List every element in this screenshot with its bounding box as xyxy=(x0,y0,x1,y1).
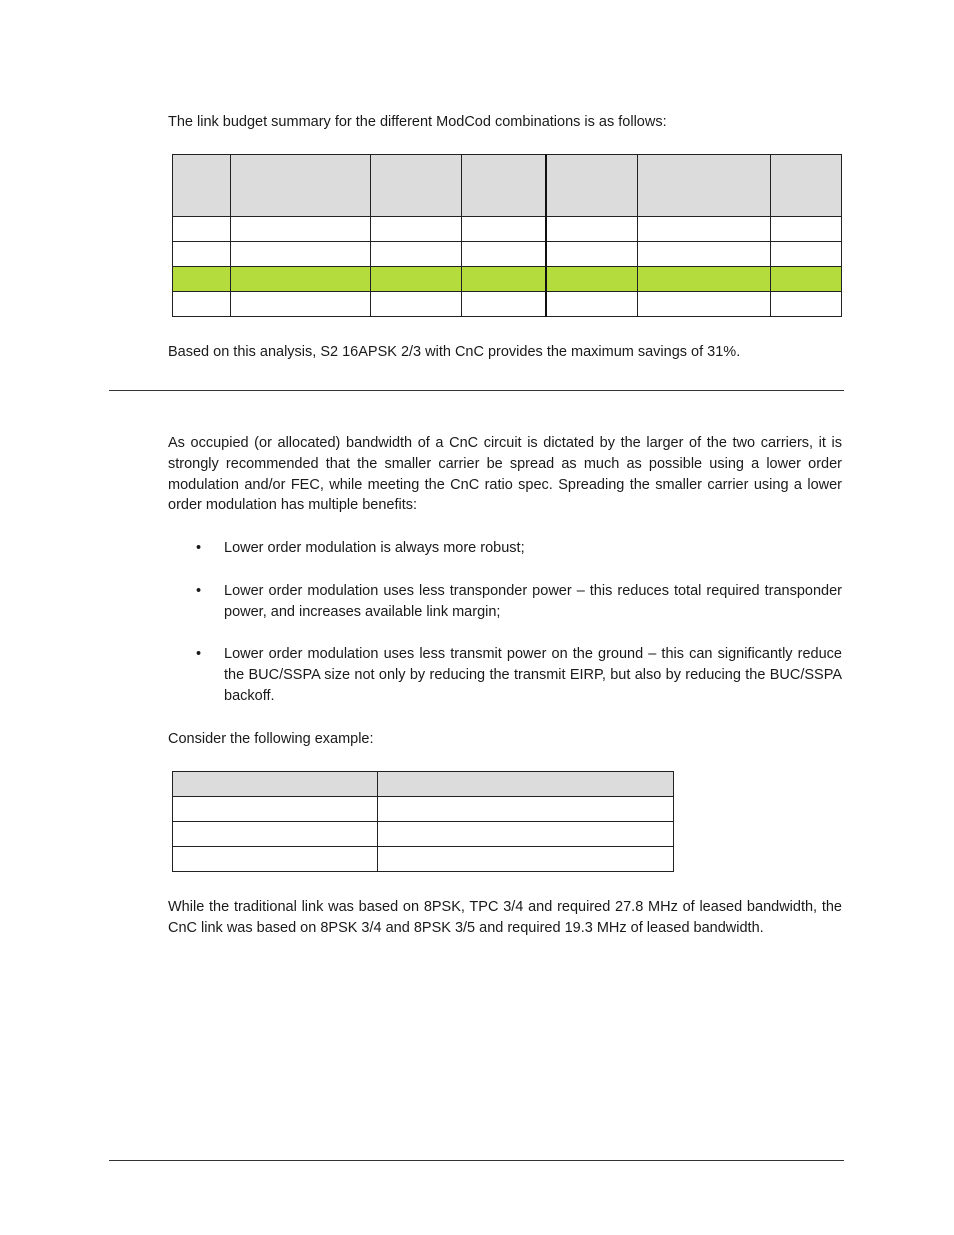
table-row xyxy=(173,242,842,267)
header-cell xyxy=(173,772,378,797)
header-cell xyxy=(462,155,546,217)
bullet-icon: • xyxy=(196,582,202,599)
table-cell xyxy=(546,292,637,317)
table-cell xyxy=(770,242,841,267)
header-cell xyxy=(770,155,841,217)
example-table xyxy=(172,771,674,872)
table-cell xyxy=(173,292,231,317)
table-cell xyxy=(173,822,378,847)
intro-paragraph: The link budget summary for the different ModCod combinations is as follows: xyxy=(168,114,667,130)
table-row xyxy=(173,217,842,242)
table-cell xyxy=(462,242,546,267)
analysis-conclusion: Based on this analysis, S2 16APSK 2/3 with CnC provides the maximum savings of 31%. xyxy=(168,344,741,360)
table-cell xyxy=(173,847,378,872)
table-cell xyxy=(173,267,231,292)
header-cell xyxy=(231,155,371,217)
modcod-summary-table xyxy=(172,154,842,317)
table-cell xyxy=(637,242,770,267)
table-cell xyxy=(637,267,770,292)
list-item xyxy=(168,538,842,559)
list-item xyxy=(168,581,842,623)
closing-paragraph: While the traditional link was based on 8PSK, TPC 3/4 and required 27.8 MHz of leased bandwidth, the CnC link was based on 8PSK 3/4 and 8PSK 3/5 and required 19.3 MHz of leased bandwidth. xyxy=(168,899,842,936)
table-row xyxy=(173,847,674,872)
table-cell xyxy=(371,217,462,242)
section-divider xyxy=(109,390,844,391)
table-cell xyxy=(378,797,674,822)
header-cell xyxy=(173,155,231,217)
table-cell xyxy=(371,242,462,267)
bullet-icon: • xyxy=(196,540,202,556)
table-cell xyxy=(770,217,841,242)
list-item-text: Lower order modulation uses less transmit power on the ground – this can significantly reduce the BUC/SSPA size not only by reducing the transmit EIRP, but also by reducing the BUC/SSPA backoff. xyxy=(224,646,842,704)
section-paragraph: As occupied (or allocated) bandwidth of a CnC circuit is dictated by the larger of the two carriers, it is strongly recommended that the smaller carrier be spread as much as possible using a lower order modulation and/or FEC, while meeting the CnC ratio spec. Spreading the smaller carrier using a lower order modulation has multiple benefits: xyxy=(168,435,842,514)
table-cell xyxy=(546,267,637,292)
table-cell xyxy=(770,267,841,292)
table-header-row xyxy=(173,772,674,797)
table-cell xyxy=(371,267,462,292)
table-cell xyxy=(231,292,371,317)
table-cell xyxy=(371,292,462,317)
list-item xyxy=(168,644,842,706)
table-cell xyxy=(231,267,371,292)
header-cell xyxy=(546,155,637,217)
table-cell xyxy=(770,292,841,317)
table-cell xyxy=(173,217,231,242)
table-cell xyxy=(173,797,378,822)
table-row xyxy=(173,797,674,822)
example-intro: Consider the following example: xyxy=(168,731,374,747)
list-item-text: Lower order modulation is always more robust; xyxy=(224,540,525,556)
footer-divider xyxy=(109,1160,844,1161)
table-cell xyxy=(462,292,546,317)
table-cell xyxy=(231,217,371,242)
header-cell xyxy=(637,155,770,217)
header-cell xyxy=(378,772,674,797)
table-cell xyxy=(637,292,770,317)
benefits-list xyxy=(168,538,842,729)
table-cell xyxy=(173,242,231,267)
table-cell xyxy=(378,822,674,847)
table-cell xyxy=(462,217,546,242)
list-item-text: Lower order modulation uses less transponder power – this reduces total required transponder power, and increases available link margin; xyxy=(224,582,842,620)
table-row xyxy=(173,292,842,317)
table-cell xyxy=(546,242,637,267)
table-header-row xyxy=(173,155,842,217)
bullet-icon: • xyxy=(196,646,202,663)
table-cell xyxy=(231,242,371,267)
table-row xyxy=(173,822,674,847)
table-cell xyxy=(546,217,637,242)
table-cell xyxy=(462,267,546,292)
table-cell xyxy=(637,217,770,242)
table-cell xyxy=(378,847,674,872)
header-cell xyxy=(371,155,462,217)
table-row-highlighted xyxy=(173,267,842,292)
